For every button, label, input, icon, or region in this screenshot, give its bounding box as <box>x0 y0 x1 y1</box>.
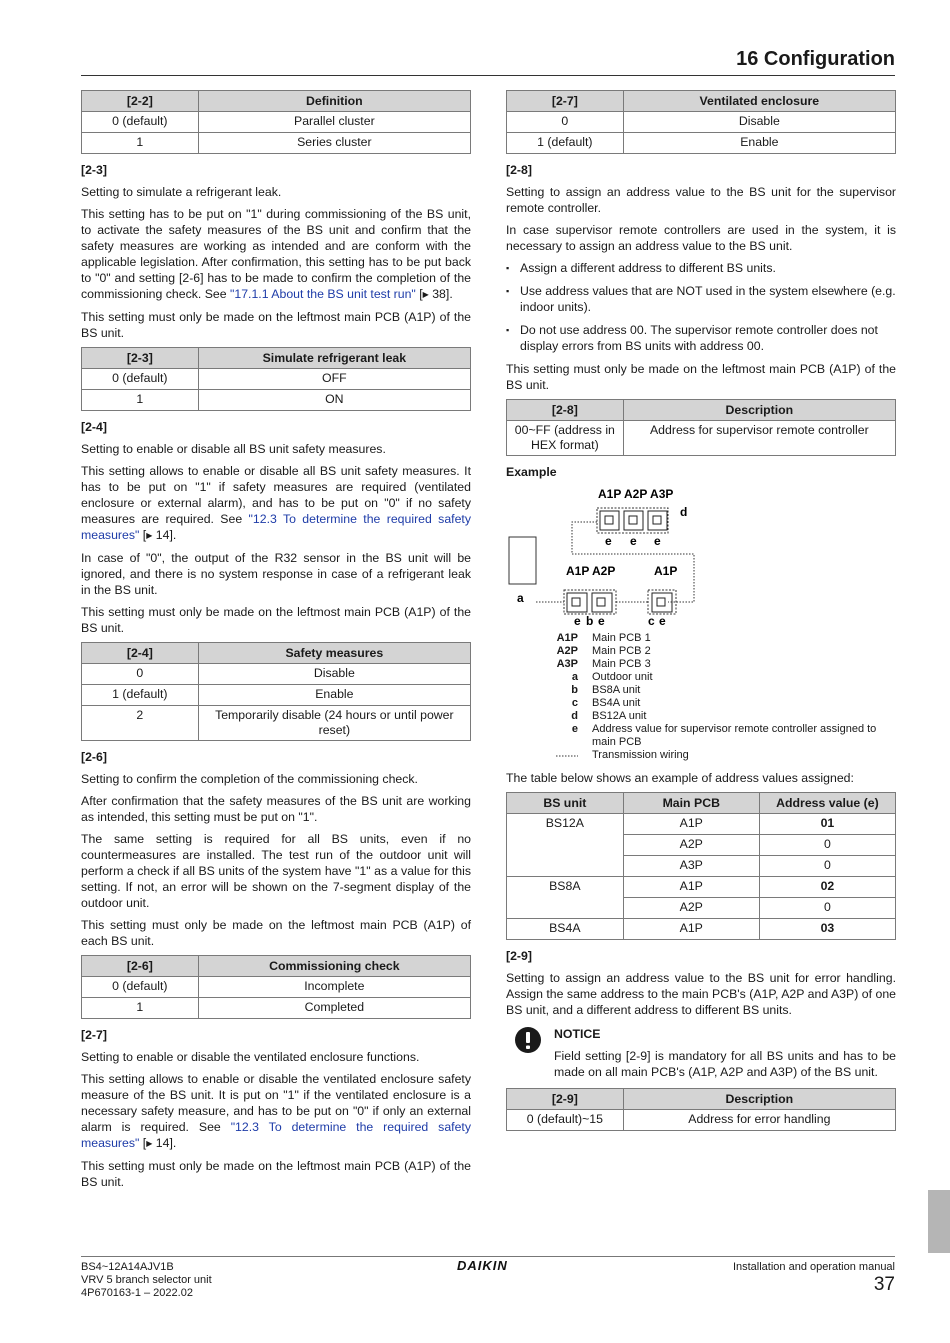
table-row: 0 (default) Parallel cluster <box>82 112 471 133</box>
paragraph: Setting to enable or disable all BS unit safety measures. <box>81 442 386 456</box>
legend-item: d BS12A unit <box>571 710 647 722</box>
paragraph: This setting allows to enable or disable the ventilated enclosure safety measure of the BS unit. It is put on "1" if the ventilated enclosure is a necessary safety measure, and has to be put on "0" if only an external alarm is required. See "12.3 To determine the required safety measures" [▶ 14]. <box>81 1072 471 1150</box>
label-e: e <box>574 614 581 626</box>
paragraph: Setting to simulate a refrigerant leak. <box>81 185 282 199</box>
table-row: BS12A A1P 01 <box>507 814 896 835</box>
table-2-2 <box>81 90 471 154</box>
address-table <box>506 792 896 940</box>
label-e: e <box>630 534 637 548</box>
terminal <box>657 598 665 606</box>
wiring-diagram <box>506 486 896 766</box>
page-ref-icon: ▶ <box>146 531 153 540</box>
table-row: 1 (default) Enable <box>82 685 471 706</box>
label-e: e <box>605 534 612 548</box>
table-row: 0 Disable <box>82 664 471 685</box>
table-row: 0 Disable <box>507 112 896 133</box>
section-heading-2-7: [2-7] <box>81 1028 107 1042</box>
terminal <box>605 516 613 524</box>
list-item: ▪ Use address values that are NOT used in the system elsewhere (e.g. indoor units). <box>506 283 896 315</box>
bs12a-unit <box>597 505 687 548</box>
table-row: A2P 0 <box>507 898 896 919</box>
legend-item: a Outdoor unit <box>571 671 653 683</box>
table-row: BS4A A1P 03 <box>507 919 896 940</box>
legend-item: b BS8A unit <box>571 684 641 696</box>
table-header: Ventilated enclosure <box>623 91 895 112</box>
pcb-label-mid-left: A1P A2P <box>566 564 616 578</box>
table-header: [2-4] <box>82 643 199 664</box>
table-header: Safety measures <box>198 643 470 664</box>
terminal <box>572 598 580 606</box>
paragraph: This setting has to be put on "1" during commissioning of the BS unit, to activate the safety measures of the BS unit and confirm that the safety measures are working as intended and are conform with the applicable legislation. After confirmation, this setting has to be put back to "0" and setting [2-6] has to be made to confirm the completion of the commissioning check. See "17.1.1 About the BS unit test run" [▶ 38]. <box>81 207 471 301</box>
footer-manual-title: Installation and operation manual <box>732 1261 895 1273</box>
table-header: Commissioning check <box>198 956 470 977</box>
table-2-7 <box>506 90 896 154</box>
list-item: ▪ Do not use address 00. The supervisor remote controller does not display errors from BS units with address 00. <box>506 322 896 354</box>
paragraph: Setting to assign an address value to the BS unit for error handling. Assign the same address to the main PCB's (A1P, A2P and A3P) of one BS unit, and a different address to different BS units. <box>506 971 896 1017</box>
terminal <box>597 598 605 606</box>
table-2-8 <box>506 399 896 456</box>
section-heading-2-9: [2-9] <box>506 949 532 963</box>
page-number: 37 <box>873 1274 895 1295</box>
page-ref-icon: ▶ <box>146 1139 153 1148</box>
notice-text: Field setting [2-9] is mandatory for all BS units and has to be made on all main PCB's (A1P, A2P and A3P) of the BS unit. <box>554 1049 896 1079</box>
table-header: [2-8] <box>507 400 624 421</box>
paragraph: This setting must only be made on the leftmost main PCB (A1P) of the BS unit. <box>81 1159 471 1189</box>
label-c: c <box>648 614 655 626</box>
table-header: Description <box>623 400 895 421</box>
paragraph: This setting must only be made on the leftmost main PCB (A1P) of the BS unit. <box>506 362 896 392</box>
section-heading-2-6: [2-6] <box>81 750 107 764</box>
table-header: Definition <box>198 91 470 112</box>
legend-item: Transmission wiring <box>556 749 892 762</box>
table-row: 0 (default)~15 Address for error handling <box>507 1110 896 1131</box>
diagram-legend <box>556 632 892 762</box>
table-2-3 <box>81 347 471 411</box>
table-header: Main PCB <box>623 793 759 814</box>
table-header: [2-9] <box>507 1089 624 1110</box>
legend-item: c BS4A unit <box>571 697 641 709</box>
page-title: 16 Configuration <box>736 48 895 70</box>
label-e: e <box>659 614 666 626</box>
table-header: Simulate refrigerant leak <box>198 348 470 369</box>
table-header: Address value (e) <box>759 793 895 814</box>
table-header: [2-3] <box>82 348 199 369</box>
notice-box <box>506 1026 896 1080</box>
outdoor-unit <box>509 537 536 584</box>
footer-info <box>81 1261 212 1300</box>
terminal <box>629 516 637 524</box>
brand-logo: DAIKIN <box>457 1258 508 1273</box>
paragraph: In case of "0", the output of the R32 sensor in the BS unit will be ignored, and there is no system response in case of a refrigerant leak in the BS unit. <box>81 551 471 597</box>
table-row: 0 (default) OFF <box>82 369 471 390</box>
legend-item: A2P Main PCB 2 <box>556 645 651 657</box>
example-heading: Example <box>506 465 557 479</box>
paragraph: This setting must only be made on the leftmost main PCB (A1P) of each BS unit. <box>81 918 471 948</box>
table-2-4 <box>81 642 471 741</box>
table-header: Description <box>623 1089 895 1110</box>
side-tab <box>928 1190 950 1253</box>
paragraph: This setting must only be made on the leftmost main PCB (A1P) of the BS unit. <box>81 605 471 635</box>
label-a: a <box>517 591 524 605</box>
dotted-line-icon <box>556 752 580 758</box>
table-header: [2-7] <box>507 91 624 112</box>
footer-rule <box>81 1256 895 1257</box>
table-header: [2-6] <box>82 956 199 977</box>
cross-reference-link[interactable]: "17.1.1 About the BS unit test run" <box>230 287 416 301</box>
label-d: d <box>680 505 688 519</box>
table-row: 2 Temporarily disable (24 hours or until power reset) <box>82 706 471 741</box>
bs8a-unit <box>564 590 616 626</box>
bullet-list <box>506 260 896 354</box>
table-row: BS8A A1P 02 <box>507 877 896 898</box>
right-column <box>506 90 896 1137</box>
footer-model: BS4~12A14AJV1B <box>81 1261 174 1273</box>
wiring-diagram-svg <box>506 486 896 626</box>
table-row: 0 (default) Incomplete <box>82 977 471 998</box>
pcb-label-top: A1P A2P A3P <box>598 487 674 501</box>
table-header: BS unit <box>507 793 624 814</box>
section-heading-2-8: [2-8] <box>506 163 532 177</box>
notice-icon <box>514 1026 542 1054</box>
notice-title: NOTICE <box>554 1027 601 1041</box>
paragraph: The same setting is required for all BS units, even if no countermeasures are installed. The test run of the outdoor unit will perform a check if all BS units of the system have "1" as a value for this setting. If not, an error will be shown on the 7-segment display of the outdoor unit. <box>81 832 471 910</box>
table-2-9 <box>506 1088 896 1131</box>
table-row: 00~FF (address in HEX format) Address for supervisor remote controller <box>507 421 896 456</box>
paragraph: In case supervisor remote controllers are used in the system, it is necessary to assign an address value to the BS unit. <box>506 223 896 253</box>
pcb-label-mid-right: A1P <box>654 564 678 578</box>
table-2-6 <box>81 955 471 1019</box>
paragraph: Setting to enable or disable the ventilated enclosure functions. <box>81 1050 420 1064</box>
legend-item: A3P Main PCB 3 <box>556 658 651 670</box>
list-item: ▪ Assign a different address to different BS units. <box>506 260 896 276</box>
legend-item: A1P Main PCB 1 <box>556 632 651 644</box>
table-row: 1 (default) Enable <box>507 133 896 154</box>
table-header: [2-2] <box>82 91 199 112</box>
label-e: e <box>654 534 661 548</box>
footer-doc-number: 4P670163-1 – 2022.02 <box>81 1287 193 1299</box>
cross-reference-link[interactable]: "12.3 To determine the required safety measures" <box>81 512 471 542</box>
section-heading-2-3: [2-3] <box>81 163 107 177</box>
paragraph: Setting to confirm the completion of the commissioning check. <box>81 772 418 786</box>
section-heading-2-4: [2-4] <box>81 420 107 434</box>
bs4a-unit <box>648 590 676 626</box>
paragraph: Setting to assign an address value to the BS unit for the supervisor remote controller. <box>506 185 896 215</box>
paragraph: This setting must only be made on the leftmost main PCB (A1P) of the BS unit. <box>81 310 471 340</box>
footer-product: VRV 5 branch selector unit <box>81 1274 212 1286</box>
table-row: 1 ON <box>82 390 471 411</box>
legend-item: e Address value for supervisor remote controller assigned to main PCB <box>571 723 877 748</box>
paragraph: This setting allows to enable or disable all BS unit safety measures. It has to be put on "1" if safety measures are required (ventilated enclosure or external alarm), and has to be put on "0" if no safety measures are required. See "12.3 To determine the required safety measures" [▶ 14]. <box>81 464 471 542</box>
terminal <box>653 516 661 524</box>
label-e: e <box>598 614 605 626</box>
label-b: b <box>586 614 594 626</box>
left-column <box>81 90 471 1196</box>
paragraph: After confirmation that the safety measures of the BS unit are working as intended, this setting must be put on "1". <box>81 794 471 824</box>
header-rule <box>81 75 895 76</box>
table-row: 1 Series cluster <box>82 133 471 154</box>
table-row: A3P 0 <box>507 856 896 877</box>
table-row: A2P 0 <box>507 835 896 856</box>
paragraph: The table below shows an example of address values assigned: <box>506 771 854 785</box>
page-ref-icon: ▶ <box>422 290 429 299</box>
table-row: 1 Completed <box>82 998 471 1019</box>
cross-reference-link[interactable]: "12.3 To determine the required safety measures" <box>81 1120 471 1150</box>
